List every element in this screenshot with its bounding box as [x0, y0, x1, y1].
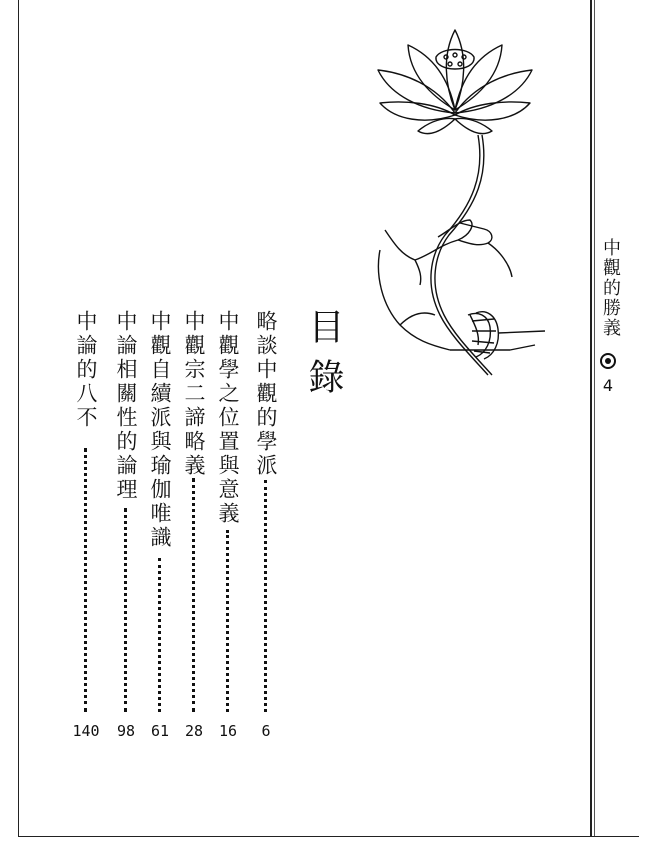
- toc-leader: [158, 558, 161, 712]
- toc-leader: [264, 480, 267, 712]
- toc-entry-page: 6: [261, 722, 271, 740]
- toc-entry-title: 中論的八不: [74, 310, 98, 430]
- lotus-in-hand-icon: [360, 15, 550, 385]
- toc-leader: [226, 530, 229, 712]
- running-head-title: 中觀的勝義: [600, 238, 621, 338]
- toc-entry-page: 140: [72, 722, 100, 740]
- toc-entry-title: 中觀宗二諦略義: [182, 310, 206, 478]
- margin-rule: [590, 0, 592, 836]
- running-head: [597, 0, 650, 850]
- toc-entry-page: 16: [218, 722, 238, 740]
- toc-heading: 目錄: [303, 308, 344, 408]
- toc-leader: [84, 448, 87, 712]
- toc-entry-page: 98: [116, 722, 136, 740]
- toc-entry-title: 中論相關性的論理: [114, 310, 138, 502]
- margin-rule-inner: [594, 0, 595, 836]
- toc-entry-title: 中觀學之位置與意義: [216, 310, 240, 526]
- toc-entry-page: 61: [150, 722, 170, 740]
- toc-leader: [124, 508, 127, 712]
- page-number: 4: [602, 376, 614, 395]
- toc-entry-title: 略談中觀的學派: [254, 310, 278, 478]
- bullet-icon: [600, 353, 616, 369]
- toc-entry-title: 中觀自續派與瑜伽唯識: [148, 310, 172, 550]
- toc-entry-page: 28: [184, 722, 204, 740]
- toc-leader: [192, 478, 195, 712]
